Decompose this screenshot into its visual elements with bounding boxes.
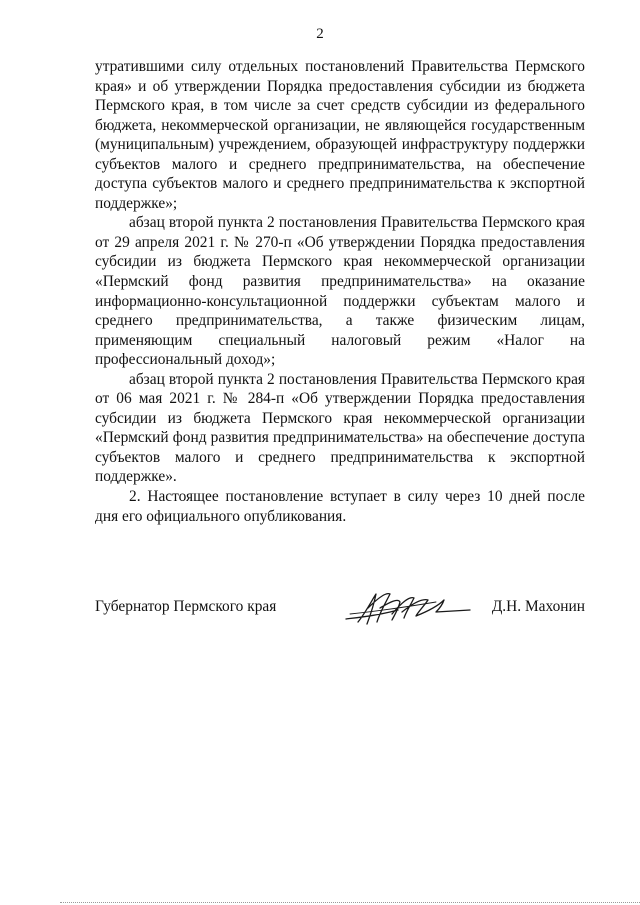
signer-name: Д.Н. Махонин bbox=[491, 598, 585, 615]
document-body bbox=[95, 57, 585, 526]
signer-title: Губернатор Пермского края bbox=[95, 598, 277, 615]
paragraph-continuation: утратившими силу отдельных постановлений Правительства Пермского края» и об утверждении Порядка предоставления субсидии из бюджета Пермского края, в том числе за счет средств субсидии из федерального бюджета, некоммерческой организации, не являющейся государственным (муниципальным) учреждением, образующей инфраструктуру поддержки субъектов малого и среднего предпринимательства, на обеспечение доступа субъектов малого и среднего предпринимательства к экспортной поддержке»; bbox=[95, 58, 585, 212]
paragraph-decree-284: абзац второй пункта 2 постановления Правительства Пермского края от 06 мая 2021 г. № 284-п «Об утверждении Порядка предоставления субсидии из бюджета Пермского края некоммерческой организации «Пермский фонд развития предпринимательства» на обеспечение доступа субъектов малого и среднего предпринимательства к экспортной поддержке». bbox=[95, 370, 585, 486]
signature-block bbox=[95, 590, 585, 630]
paragraph-decree-270: абзац второй пункта 2 постановления Правительства Пермского края от 29 апреля 2021 г. № 270-п «Об утверждении Порядка предоставления субсидии из бюджета Пермского края некоммерческой организации «Пермский фонд развития предпринимательства» на оказание информационно-консультационной поддержки субъектам малого и среднего предпринимательства, а также физическим лицам, применяющим специальный налоговый режим «Налог на профессиональный доход»; bbox=[95, 214, 585, 369]
handwritten-signature-icon bbox=[340, 586, 475, 630]
page-number: 2 bbox=[316, 26, 324, 42]
scan-edge-line bbox=[60, 902, 640, 903]
paragraph-effective-date: 2. Настоящее постановление вступает в силу через 10 дней после дня его официального опубликования. bbox=[95, 488, 585, 525]
